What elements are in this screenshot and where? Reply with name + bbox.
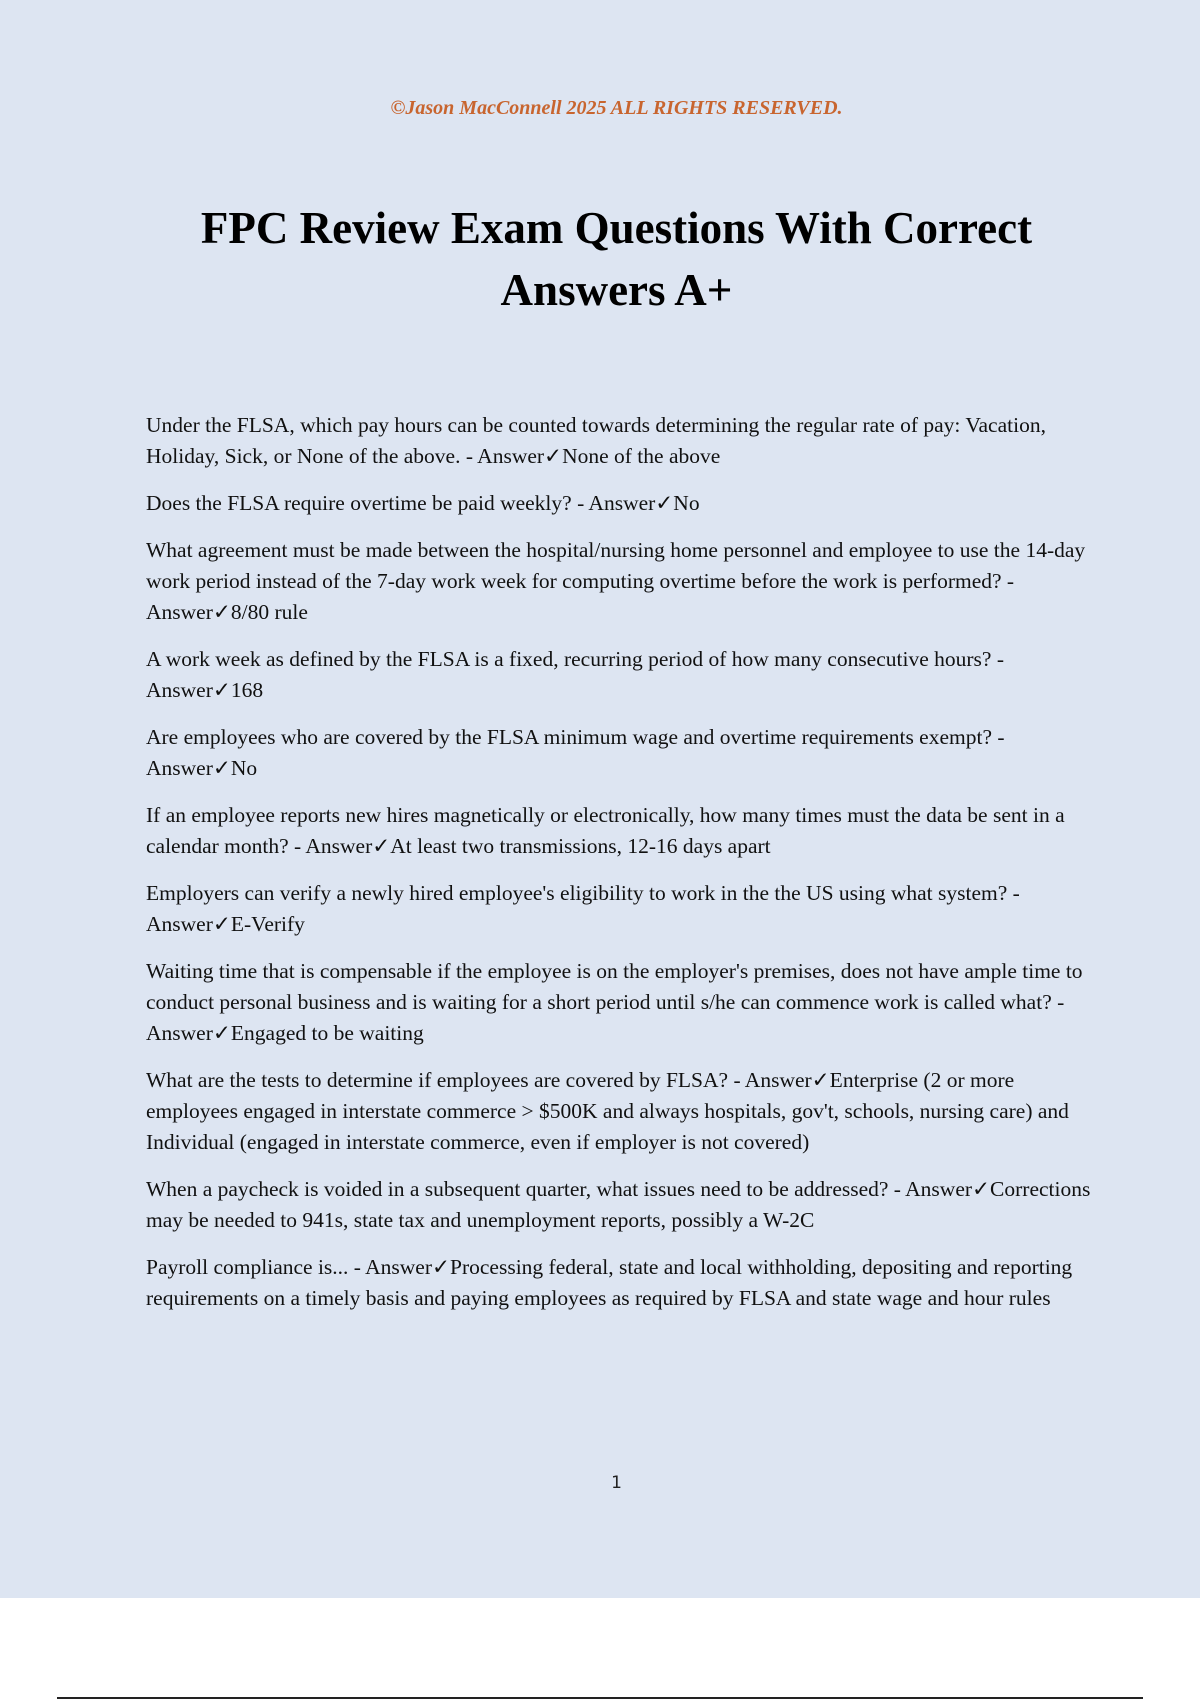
qa-item-2: Does the FLSA require overtime be paid weekly? - Answer✓No [146, 491, 700, 515]
qa-item-10: When a paycheck is voided in a subsequent quarter, what issues need to be addressed? - Answer✓Corrections may be needed to 941s, state tax and unemployment reports, possibly a W-2C [146, 1177, 1091, 1232]
qa-item-9: What are the tests to determine if employees are covered by FLSA? - Answer✓Enterprise (2 or more employees engaged in interstate commerce > $500K and always hospitals, gov't, schools, nursing care) and Individual (engaged in interstate commerce, even if employer is not covered) [146, 1068, 1069, 1154]
qa-item-1: Under the FLSA, which pay hours can be counted towards determining the regular rate of pay: Vacation, Holiday, Sick, or None of the above. - Answer✓None of the above [146, 413, 1046, 468]
qa-item-11: Payroll compliance is... - Answer✓Processing federal, state and local withholding, depositing and reporting requirements on a timely basis and paying employees as required by FLSA and state wage and hour rules [146, 1255, 1073, 1310]
qa-item-7: Employers can verify a newly hired employee's eligibility to work in the the US using what system? - Answer✓E-Verify [146, 881, 1020, 936]
qa-list [146, 410, 1096, 1330]
qa-item-5: Are employees who are covered by the FLSA minimum wage and overtime requirements exempt? - Answer✓No [146, 725, 1005, 780]
bottom-divider [57, 1697, 1143, 1699]
copyright-notice: ©Jason MacConnell 2025 ALL RIGHTS RESERVED. [390, 97, 843, 119]
qa-item-3: What agreement must be made between the hospital/nursing home personnel and employee to use the 14-day work period instead of the 7-day work week for computing overtime before the work is performed? - Answer✓8/80 rule [146, 538, 1086, 624]
page-number: 1 [611, 1473, 622, 1493]
qa-item-4: A work week as defined by the FLSA is a fixed, recurring period of how many consecutive hours? - Answer✓168 [146, 647, 1004, 702]
qa-item-8: Waiting time that is compensable if the employee is on the employer's premises, does not have ample time to conduct personal business and is waiting for a short period until s/he can commence work is called what? - Answer✓Engaged to be waiting [146, 959, 1083, 1045]
qa-item-6: If an employee reports new hires magnetically or electronically, how many times must the data be sent in a calendar month? - Answer✓At least two transmissions, 12-16 days apart [146, 803, 1065, 858]
document-title: FPC Review Exam Questions With Correct Answers A+ [200, 203, 1033, 315]
